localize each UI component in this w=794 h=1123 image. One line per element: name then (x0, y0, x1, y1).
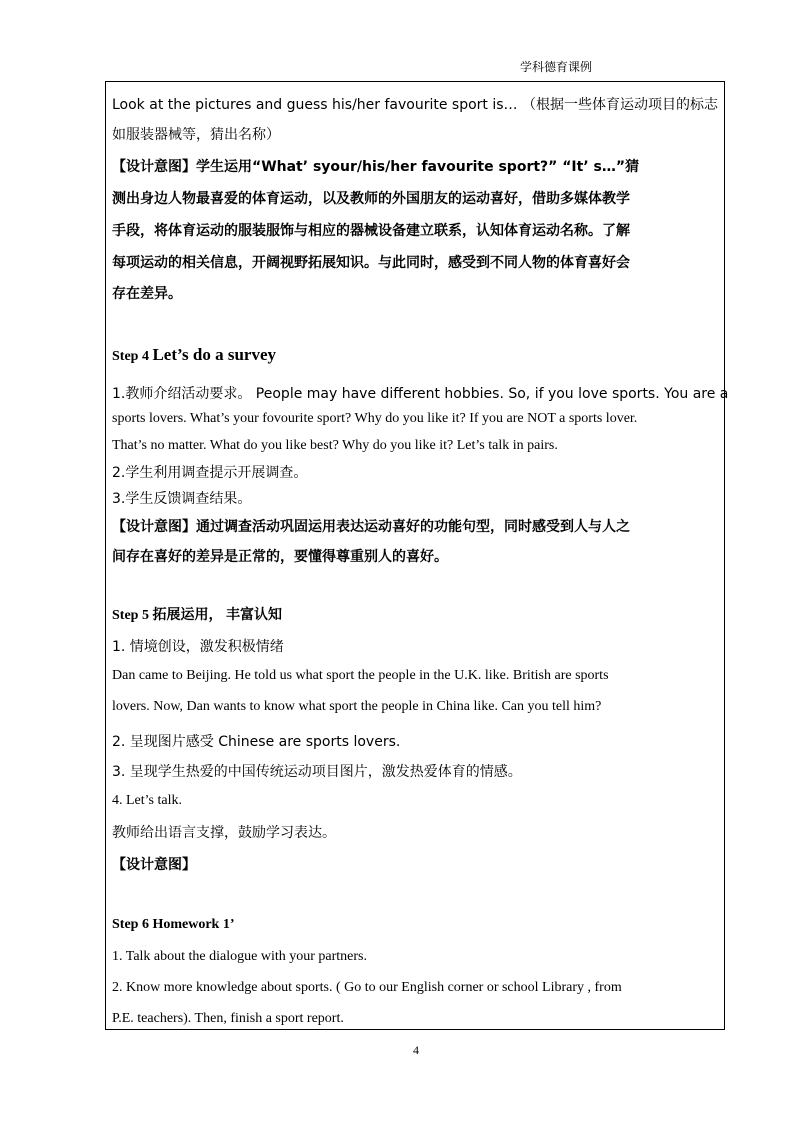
step6-line-1: 1. Talk about the dialogue with your partners. (112, 949, 367, 964)
step4-heading (112, 345, 276, 365)
document-header-label: 学科德育课例 (520, 60, 593, 74)
step6-line-3: P.E. teachers). Then, finish a sport report. (112, 1011, 344, 1026)
design-intent-line-4: 每项运动的相关信息，开阔视野拓展知识。与此同时，感受到不同人物的体育喜好会 (112, 255, 630, 271)
step5-line-3: lovers. Now, Dan wants to know what sport the people in China like. Can you tell him? (112, 699, 602, 714)
step4-line-4: 2.学生利用调查提示开展调查。 (112, 465, 308, 481)
step4-line-1: 1.教师介绍活动要求。 People may have different hobbies. So, if you love sports. You are a (112, 386, 729, 402)
step5-line-2: Dan came to Beijing. He told us what sport the people in the U.K. like. British are sports (112, 668, 609, 683)
page-number: 4 (413, 1043, 419, 1057)
design-intent-line-5: 存在差异。 (112, 286, 182, 302)
step5-line-1: 1. 情境创设，激发积极情绪 (112, 639, 284, 655)
step4-prefix: Step 4 (112, 349, 149, 364)
step6-line-2: 2. Know more knowledge about sports. ( Go to our English corner or school Library , from (112, 980, 622, 995)
step5-heading: Step 5 拓展运用， 丰富认知 (112, 608, 282, 623)
step4-title: Let’s do a survey (152, 345, 277, 364)
step5-line-4: 2. 呈现图片感受 Chinese are sports lovers. (112, 734, 401, 750)
step6-heading: Step 6 Homework 1’ (112, 917, 235, 932)
step4-intent-line-2: 间存在喜好的差异是正常的，要懂得尊重别人的喜好。 (112, 549, 448, 565)
design-intent-line-3: 手段，将体育运动的服装服饰与相应的器械设备建立联系，认知体育运动名称。了解 (112, 223, 630, 239)
step4-line-5: 3.学生反馈调查结果。 (112, 491, 252, 507)
step5-line-5: 3. 呈现学生热爱的中国传统运动项目图片，激发热爱体育的情感。 (112, 764, 522, 780)
design-intent-line-2: 测出身边人物最喜爱的体育运动，以及教师的外国朋友的运动喜好，借助多媒体教学 (112, 191, 630, 207)
step5-line-7: 教师给出语言支撑，鼓励学习表达。 (112, 825, 336, 841)
text-line-2: 如服装器械等，猜出名称） (112, 127, 280, 143)
step4-line-2: sports lovers. What’s your fovourite sport? Why do you like it? If you are NOT a sports lover. (112, 411, 638, 426)
step5-intent-label: 【设计意图】 (112, 857, 196, 873)
text-line-1: Look at the pictures and guess his/her favourite sport is… （根据一些体育运动项目的标志 (112, 97, 718, 113)
design-intent-line-1: 【设计意图】学生运用“What’ syour/his/her favourite sport?” “It’ s…”猜 (112, 159, 640, 175)
step5-line-6: 4. Let’s talk. (112, 793, 182, 808)
step4-line-3: That’s no matter. What do you like best? Why do you like it? Let’s talk in pairs. (112, 438, 558, 453)
step4-intent-line-1: 【设计意图】通过调查活动巩固运用表达运动喜好的功能句型，同时感受到人与人之 (112, 519, 630, 535)
